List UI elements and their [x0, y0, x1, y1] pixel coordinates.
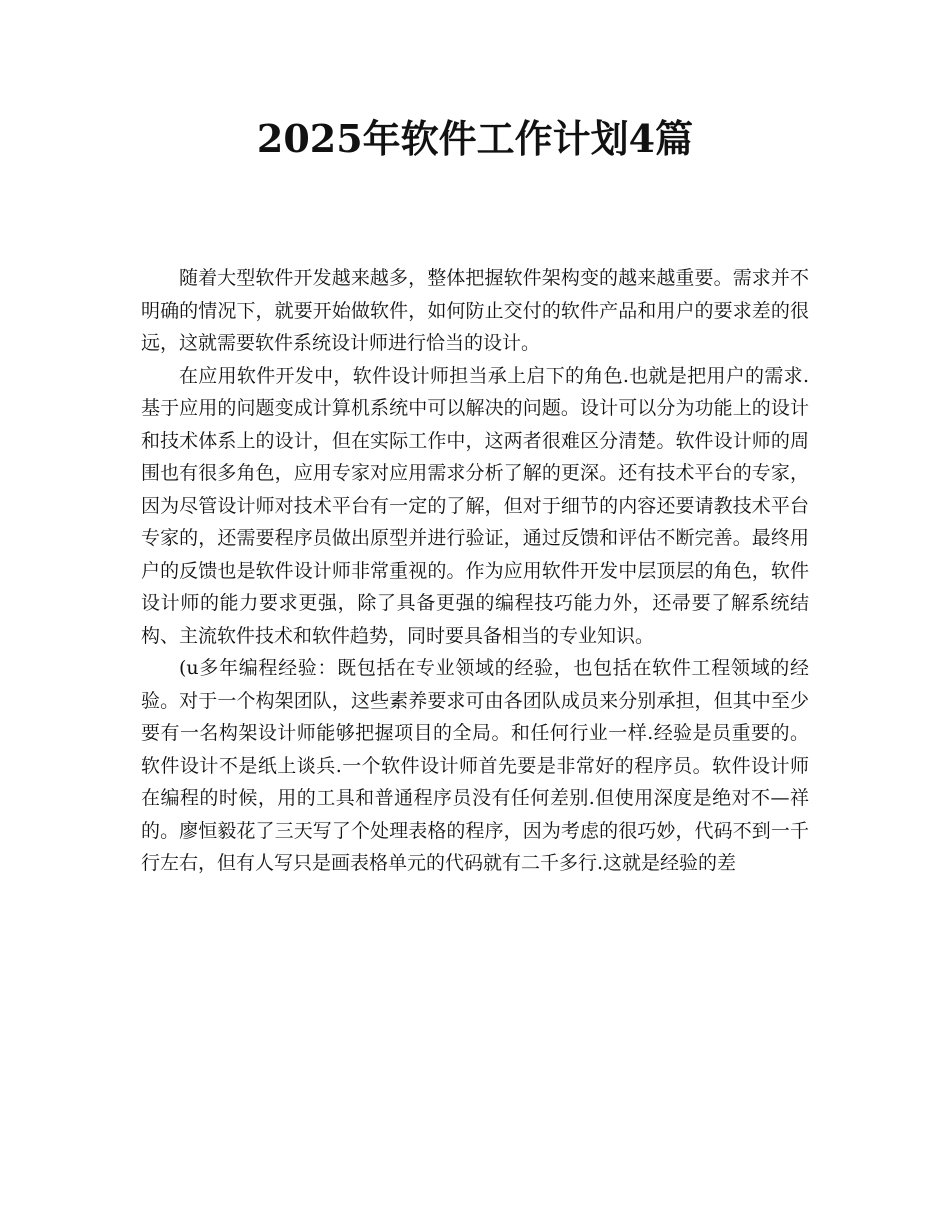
- paragraph: 随着大型软件开发越来越多，整体把握软件架构变的越来越重要。需求并不明确的情况下，就要开始做软件，如何防止交付的软件产品和用户的要求差的很远，这就需要软件系统设计师进行恰当的设计。: [141, 267, 809, 354]
- document-title: 2025年软件工作计划4篇: [256, 116, 694, 161]
- paragraph: (u多年编程经验：既包括在专业领域的经验，也包括在软件工程领域的经验。对于一个构架团队，这些素养要求可由各团队成员来分别承担，但其中至少要有一名构架设计师能够把握项目的全局。和任何行业一样.经验是员重要的。软件设计不是纸上谈兵.一个软件设计师首先要是非常好的程序员。软件设计师在编程的时候，用的工具和普通程序员没有任何差别.但使用深度是绝对不—祥的。廖恒毅花了三天写了个处理表格的程序，因为考虑的很巧妙，代码不到一千行左右，但有人写只是画表格单元的代码就有二千多行.这就是经验的差: [141, 657, 809, 874]
- paragraph: 在应用软件开发中，软件设计师担当承上启下的角色.也就是把用户的需求.基于应用的问题变成计算机系统中可以解决的问题。设计可以分为功能上的设计和技术体系上的设计，但在实际工作中，这两者很难区分清楚。软件设计师的周围也有很多角色，应用专家对应用需求分析了解的更深。还有技术平台的专家，因为尽管设计师对技术平台有一定的了解，但对于细节的内容还要请教技术平台专家的，还需要程序员做出原型并进行验证，通过反馈和评估不断完善。最终用户的反馈也是软件设计师非常重视的。作为应用软件开发中层顶层的角色，软件设计师的能力要求更强，除了具备更强的编程技巧能力外，还帚要了解系统结构、主流软件技术和软件趋势，同时要具备相当的专业知识。: [141, 364, 809, 647]
- document-body: [141, 262, 809, 880]
